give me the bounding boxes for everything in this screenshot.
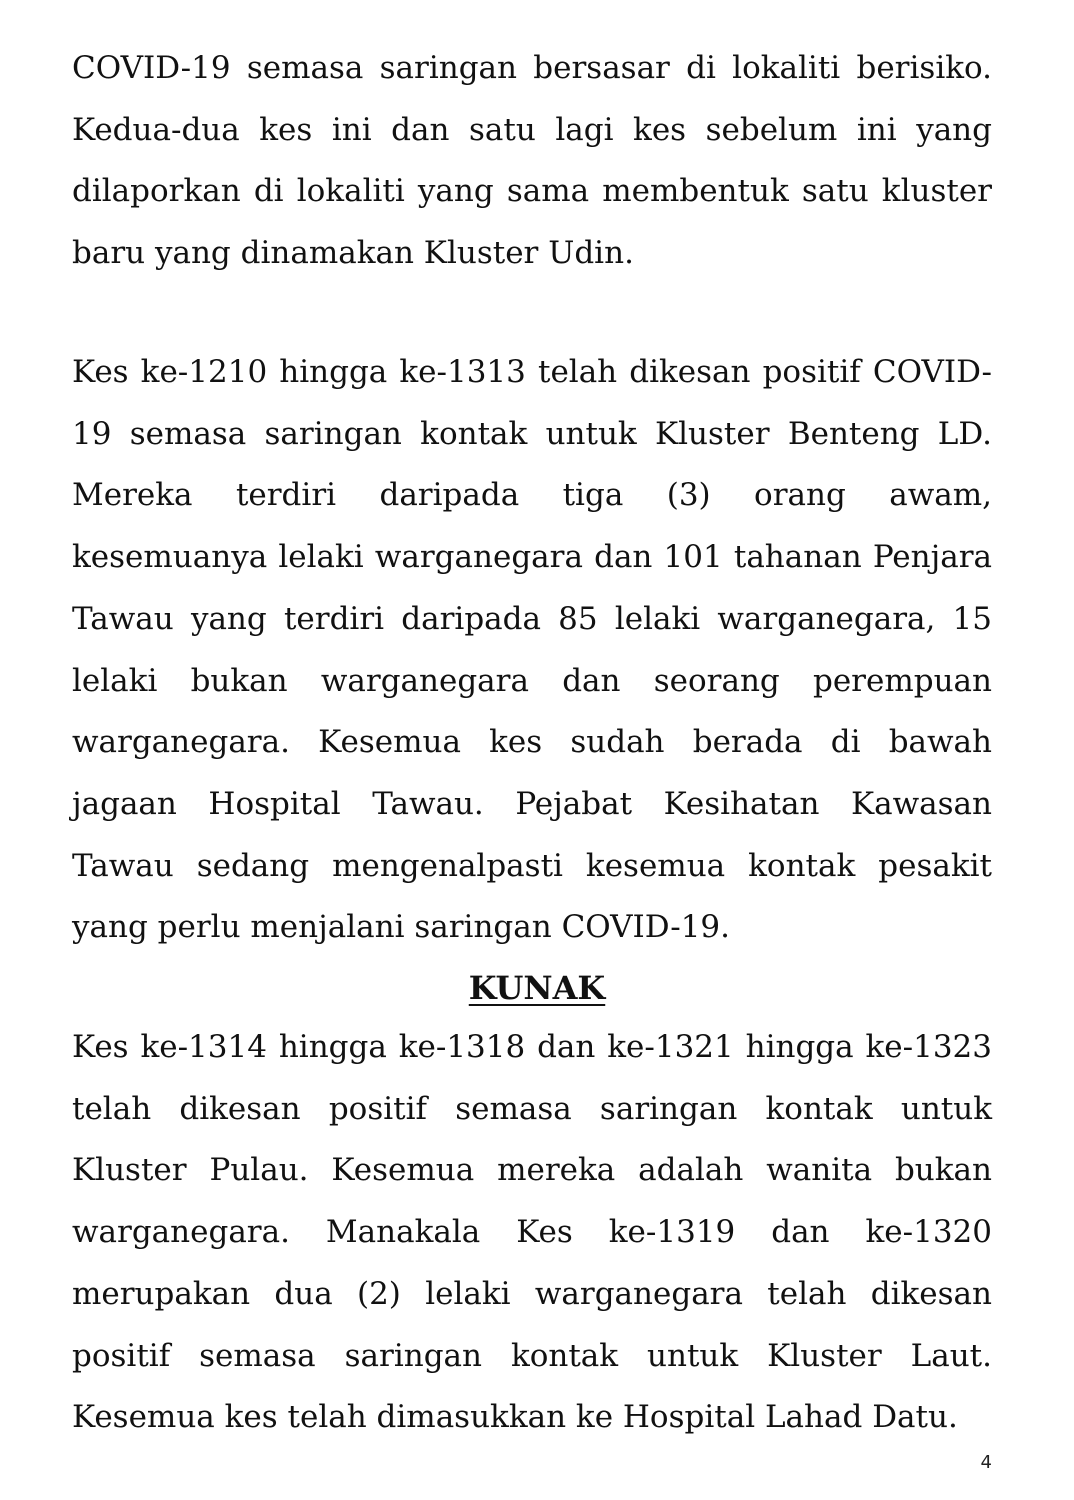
page-number: 4 (980, 1452, 992, 1473)
paragraph-kluster-udin: COVID-19 semasa saringan bersasar di lokaliti berisiko. Kedua-dua kes ini dan satu lagi kes sebelum ini yang dilaporkan di lokaliti yang sama membentuk satu kluster baru yang dinamakan Kluster Udin. (72, 50, 992, 272)
paragraph-kluster-benteng-ld: Kes ke-1210 hingga ke-1313 telah dikesan positif COVID-19 semasa saringan kontak untuk Kluster Benteng LD. Mereka terdiri daripada tiga (3) orang awam, kesemuanya lelaki warganegara dan 101 tahanan Penjara Tawau yang terdiri daripada 85 lelaki warganegara, 15 lelaki bukan warganegara dan seorang perempuan warganegara. Kesemua kes sudah berada di bawah jagaan Hospital Tawau. Pejabat Kesihatan Kawasan Tawau sedang mengenalpasti kesemua kontak pesakit yang perlu menjalani saringan COVID-19. (72, 354, 992, 946)
section-heading-text: KUNAK (468, 969, 606, 1007)
section-heading-kunak (0, 962, 1074, 1014)
paragraph-kunak: Kes ke-1314 hingga ke-1318 dan ke-1321 hingga ke-1323 telah dikesan positif semasa saringan kontak untuk Kluster Pulau. Kesemua mereka adalah wanita bukan warganegara. Manakala Kes ke-1319 dan ke-1320 merupakan dua (2) lelaki warganegara telah dikesan positif semasa saringan kontak untuk Kluster Laut. Kesemua kes telah dimasukkan ke Hospital Lahad Datu. (72, 1029, 992, 1436)
